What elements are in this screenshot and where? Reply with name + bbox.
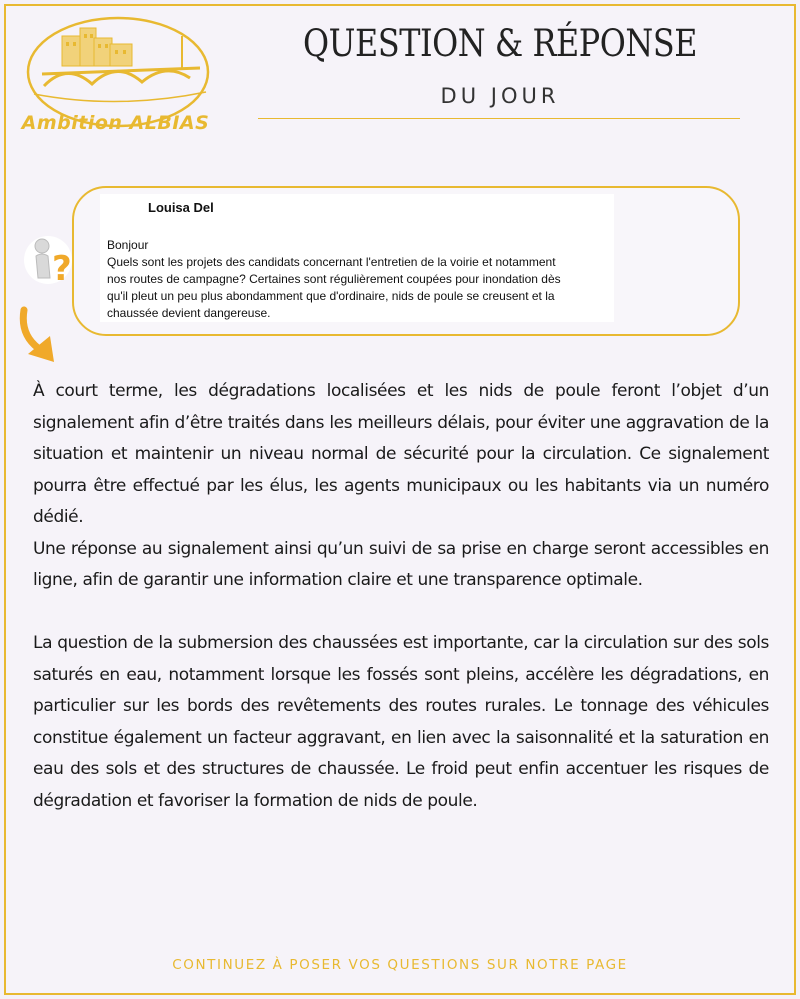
question-text bbox=[107, 237, 612, 322]
footer-call-to-action: CONTINUEZ À POSER VOS QUESTIONS SUR NOTRE PAGE bbox=[172, 957, 628, 973]
question-author: Louisa Del bbox=[148, 200, 214, 215]
svg-text:?: ? bbox=[52, 249, 72, 289]
question-line: Bonjour bbox=[107, 238, 149, 252]
curved-arrow-icon bbox=[10, 306, 64, 366]
answer-paragraph: Une réponse au signalement ainsi qu’un suivi de sa prise en charge seront accessibles en ligne, afin de garantir une information claire et une transparence optimale. bbox=[33, 538, 769, 590]
question-line: qu'il pleut un peu plus abondamment que d'ordinaire, nids de poule se creusent et la bbox=[107, 289, 555, 303]
page-title: QUESTION & RÉPONSE bbox=[302, 22, 698, 65]
question-screenshot bbox=[100, 194, 614, 322]
question-line: chaussée devient dangereuse. bbox=[107, 306, 271, 320]
answer-paragraph: À court terme, les dégradations localisées et les nids de poule feront l’objet d’un signalement afin d’être traités dans les meilleurs délais, pour éviter une aggravation de la situation et maintenir un niveau normal de sécurité pour la circulation. Ce signalement pourra être effectué par les élus, les agents municipaux ou les habitants via un numéro dédié. bbox=[33, 381, 769, 527]
paragraph-gap bbox=[33, 597, 769, 629]
thinking-person-question-icon bbox=[24, 228, 80, 292]
answer-text bbox=[33, 376, 769, 817]
question-line: nos routes de campagne? Certaines sont régulièrement coupées pour inondation dès bbox=[107, 272, 561, 286]
answer-paragraph: La question de la submersion des chaussées est importante, car la circulation sur des sols saturés en eau, notamment lorsque les fossés sont pleins, accélère les dégradations, en particulier sur les bords des revêtements des routes rurales. Le tonnage des véhicules constitue également un facteur aggravant, en lien avec la saisonnalité et la saturation en eau des sols et des structures de chaussée. Le froid peut enfin accentuer les risques de dégradation et favoriser la formation de nids de poule. bbox=[33, 633, 769, 811]
logo-text: Ambition ALBIAS bbox=[21, 112, 210, 134]
question-line: Quels sont les projets des candidats concernant l'entretien de la voirie et notamment bbox=[107, 255, 556, 269]
title-divider bbox=[258, 118, 740, 119]
page-subtitle: DU JOUR bbox=[440, 84, 560, 108]
